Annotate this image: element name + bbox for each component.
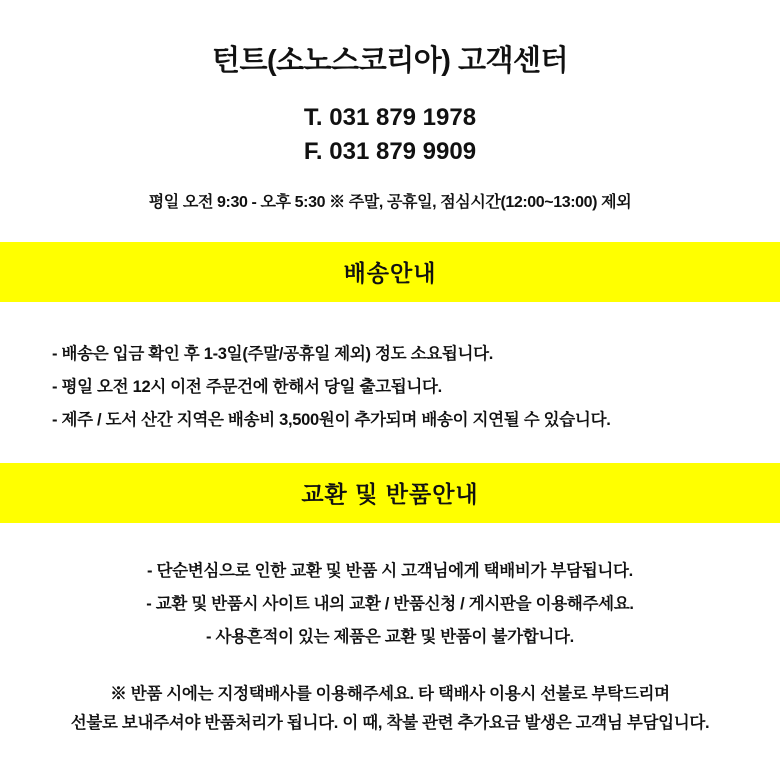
fax-number: F. 031 879 9909 [303,137,477,165]
contact-block [0,101,780,169]
list-item: - 단순변심으로 인한 교환 및 반품 시 고객님에게 택배비가 부담됩니다. [147,561,633,580]
exchange-info-list [0,523,780,654]
delivery-info-list [0,302,780,437]
business-hours: 평일 오전 9:30 - 오후 5:30 ※ 주말, 공휴일, 점심시간(12:00~13:00) 제외 [148,193,632,211]
list-item: - 제주 / 도서 산간 지역은 배송비 3,500원이 추가되며 배송이 지연될 수 있습니다. [52,410,611,429]
list-item: - 배송은 입금 확인 후 1-3일(주말/공휴일 제외) 정도 소요됩니다. [52,344,494,363]
note-line: ※ 반품 시에는 지정택배사를 이용해주세요. 타 택배사 이용시 선불로 부탁드리며 [110,684,670,703]
return-shipping-note [0,680,780,738]
list-item: - 평일 오전 12시 이전 주문건에 한해서 당일 출고됩니다. [52,377,442,396]
list-item: - 사용흔적이 있는 제품은 교환 및 반품이 불가합니다. [206,627,574,646]
exchange-section-banner: 교환 및 반품안내 [0,463,780,523]
customer-center-header [0,0,780,212]
telephone-number: T. 031 879 1978 [303,103,477,131]
page-title: 턴트(소노스코리아) 고객센터 [211,45,569,77]
delivery-section-banner: 배송안내 [0,242,780,302]
list-item: - 교환 및 반품시 사이트 내의 교환 / 반품신청 / 게시판을 이용해주세요. [146,594,634,613]
note-line: 선불로 보내주셔야 반품처리가 됩니다. 이 때, 착불 관련 추가요금 발생은 고객님 부담입니다. [70,713,710,732]
